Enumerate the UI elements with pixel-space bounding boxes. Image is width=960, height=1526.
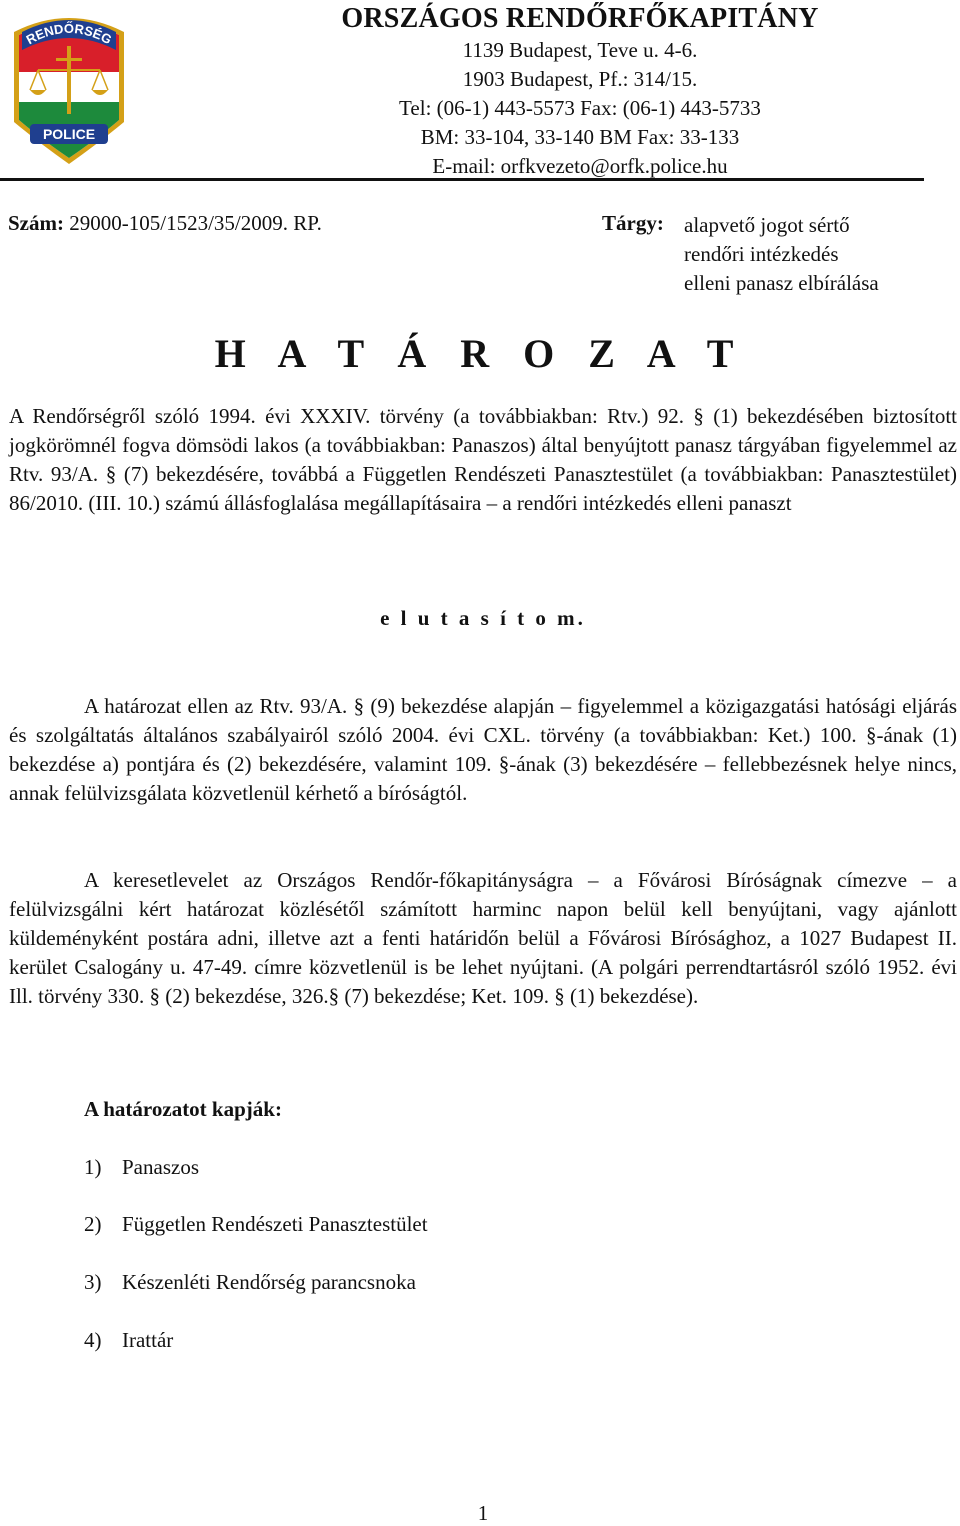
- email-line: E-mail: orfkvezeto@orfk.police.hu: [432, 154, 728, 178]
- list-item-label: Független Rendészeti Panasztestület: [122, 1212, 428, 1236]
- list-item: [84, 1212, 428, 1237]
- list-item-number: 2): [84, 1212, 102, 1236]
- list-item-number: 1): [84, 1155, 102, 1179]
- list-item: [84, 1328, 173, 1353]
- org-title: ORSZÁGOS RENDŐRFŐKAPITÁNY: [341, 3, 819, 34]
- reference-value: 29000-105/1523/35/2009. RP.: [69, 211, 322, 235]
- reference-label: Szám:: [8, 211, 64, 235]
- letterhead: [200, 0, 960, 181]
- decision-text: e l u t a s í t o m.: [380, 606, 586, 630]
- postal-line: 1903 Budapest, Pf.: 314/15.: [462, 67, 698, 91]
- document-title: H A T Á R O Z A T: [214, 331, 746, 376]
- subject: [684, 211, 879, 298]
- recipients-title: A határozatot kapják:: [84, 1097, 282, 1121]
- subject-line: rendőri intézkedés: [684, 242, 839, 266]
- logo-bottom-text: POLICE: [42, 126, 96, 142]
- subject-line: elleni panasz elbírálása: [684, 271, 879, 295]
- police-logo: [8, 10, 130, 166]
- logo-top-text: RENDŐRSÉG: [23, 20, 115, 48]
- bm-line: BM: 33-104, 33-140 BM Fax: 33-133: [420, 125, 740, 149]
- phone-line: Tel: (06-1) 443-5573 Fax: (06-1) 443-5733: [399, 96, 761, 120]
- subject-label: Tárgy:: [602, 211, 664, 235]
- list-item-number: 4): [84, 1328, 102, 1352]
- address-line: 1139 Budapest, Teve u. 4-6.: [462, 38, 698, 62]
- police-shield-icon: [8, 10, 130, 166]
- reference-number: [8, 211, 322, 236]
- list-item: [84, 1155, 199, 1180]
- paragraph-appeal: A határozat ellen az Rtv. 93/A. § (9) bekezdése alapján – figyelemmel a közigazgatási hatósági eljárás és szolgáltatás általános szabályairól szóló 2004. évi CXL. törvény (a továbbiakban: Ket.) 100. §-ának (1) bekezdése a) pontjára és (2) bekezdésére, valamint 109. §-ának (3) bekezdésére – fellebbezésnek helye nincs, annak felülvizsgálata közvetlenül kérhető a bíróságtól.: [9, 694, 957, 805]
- paragraph-lawsuit: A keresetlevelet az Országos Rendőr-főkapitányságra – a Fővárosi Bíróságnak címezve – a felülvizsgálni kért határozat közlésétől számított harminc napon belül kell benyújtani, vagy ajánlott küldeményként postára adni, illetve azt a fenti határidőn belül a Fővárosi Bírósághoz, a 1027 Budapest II. kerület Csalogány u. 47-49. címre közvetlenül is be lehet nyújtani. (A polgári perrendtartásról szóló 1952. évi Ill. törvény 330. § (2) bekezdése, 326.§ (7) bekezdése; Ket. 109. § (1) bekezdése).: [9, 868, 957, 1008]
- paragraph-intro: A Rendőrségről szóló 1994. évi XXXIV. törvény (a továbbiakban: Rtv.) 92. § (1) bekezdésében biztosított jogkörömnél fogva dömsödi lakos (a továbbiakban: Panaszos) által benyújtott panasz tárgyában figyelemmel az Rtv. 93/A. § (7) bekezdésére, továbbá a Független Rendészeti Panasztestület (a továbbiakban: Panasztestület) 86/2010. (III. 10.) számú állásfoglalása megállapításaira – a rendőri intézkedés elleni panaszt: [9, 404, 957, 515]
- subject-line: alapvető jogot sértő: [684, 213, 850, 237]
- list-item-label: Irattár: [122, 1328, 174, 1352]
- list-item-label: Panaszos: [122, 1155, 199, 1179]
- page-number: 1: [477, 1501, 489, 1525]
- header-divider: [0, 178, 924, 181]
- list-item-number: 3): [84, 1270, 102, 1294]
- list-item-label: Készenléti Rendőrség parancsnoka: [122, 1270, 416, 1294]
- list-item: [84, 1270, 416, 1295]
